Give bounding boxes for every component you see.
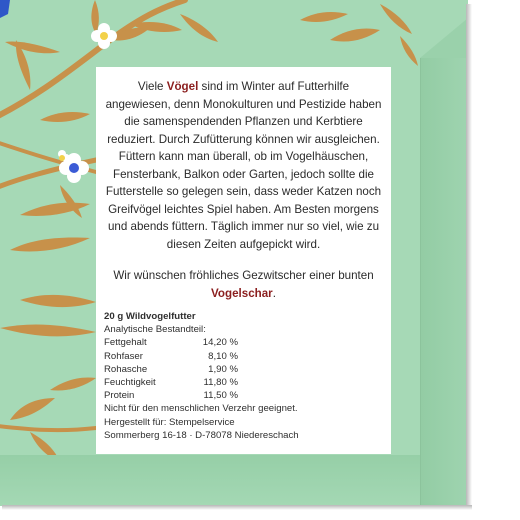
- nutrient-value: 14,20 %: [202, 337, 238, 349]
- bottom-fold: [0, 455, 468, 506]
- address-line: Sommerberg 16-18 · D-78078 Niedereschach: [104, 429, 299, 441]
- leaf-icon: [180, 14, 218, 42]
- closing-part2: .: [272, 286, 276, 300]
- nutrient-name: Feuchtigkeit: [104, 377, 156, 389]
- flap-top: [420, 18, 468, 60]
- nutrient-row: [104, 336, 383, 349]
- intro-part1: Viele: [137, 80, 167, 93]
- nutrient-row: [104, 363, 383, 376]
- side-branch: [0, 425, 96, 430]
- packet-shadow-right: [466, 4, 472, 508]
- intro-text: [104, 78, 383, 253]
- analysis-heading: Analytische Bestandteil:: [104, 324, 206, 336]
- leaf-icon: [380, 4, 412, 34]
- nutrient-value: 1,90 %: [208, 363, 238, 375]
- closing-part1: Wir wünschen fröhliches Gezwitscher einer bunten: [113, 269, 374, 282]
- safety-note: Nicht für den menschlichen Verzehr geeignet.: [104, 403, 298, 415]
- nutrient-name: Fettgehalt: [104, 337, 147, 349]
- nutrient-value: 8,10 %: [208, 350, 238, 362]
- leaf-icon: [10, 398, 55, 420]
- leaf-icon: [20, 295, 96, 307]
- nutrient-value: 11,50 %: [203, 390, 238, 402]
- leaf-icon: [50, 378, 96, 391]
- leaf-icon: [5, 42, 60, 54]
- leaf-icon: [40, 112, 90, 122]
- leaf-icon: [400, 36, 418, 66]
- leaf-icon: [91, 0, 99, 34]
- nutrient-name: Rohfaser: [104, 350, 143, 362]
- packet-shadow-bottom: [2, 505, 472, 510]
- closing-highlight: Vogelschar: [211, 286, 273, 300]
- nutrient-row: [104, 350, 383, 363]
- side-flap: [420, 58, 468, 506]
- nutrient-name: Protein: [104, 390, 135, 402]
- closing-text: [104, 267, 383, 302]
- manufacturer-line: Hergestellt für: Stempelservice: [104, 416, 235, 428]
- nutrient-value: 11,80 %: [203, 377, 238, 389]
- info-label: [96, 67, 391, 454]
- nutrient-name: Rohasche: [104, 363, 148, 375]
- leaf-icon: [10, 238, 90, 252]
- nutrient-row: [104, 389, 383, 402]
- product-title: 20 g Wildvogelfutter: [104, 311, 196, 322]
- leaf-icon: [330, 28, 380, 41]
- leaf-icon: [300, 12, 348, 22]
- blue-corner-accent: [0, 0, 10, 18]
- nutrient-row: [104, 376, 383, 389]
- product-specs: [104, 310, 383, 442]
- leaf-icon: [0, 325, 96, 337]
- intro-part2: sind im Winter auf Futterhilfe angewiesen, denn Monokulturen und Pestizide haben die samenspendenden Pflanzen und Kerbtiere reduziert. Durch Zufütterung können wir ausgleichen. Füttern kann man überall, ob im Vogelhäuschen, Fensterbank, Balkon oder Garten, jedoch sollte die Futterstelle so gelegen sein, dass weder Katzen noch Greifvögel leichtes Spiel haben. Am Besten morgens und abends füttern. Täglich immer nur so viel, wie zu diesen Zeiten aufgepickt wird.: [105, 80, 382, 251]
- intro-highlight: Vögel: [166, 80, 199, 93]
